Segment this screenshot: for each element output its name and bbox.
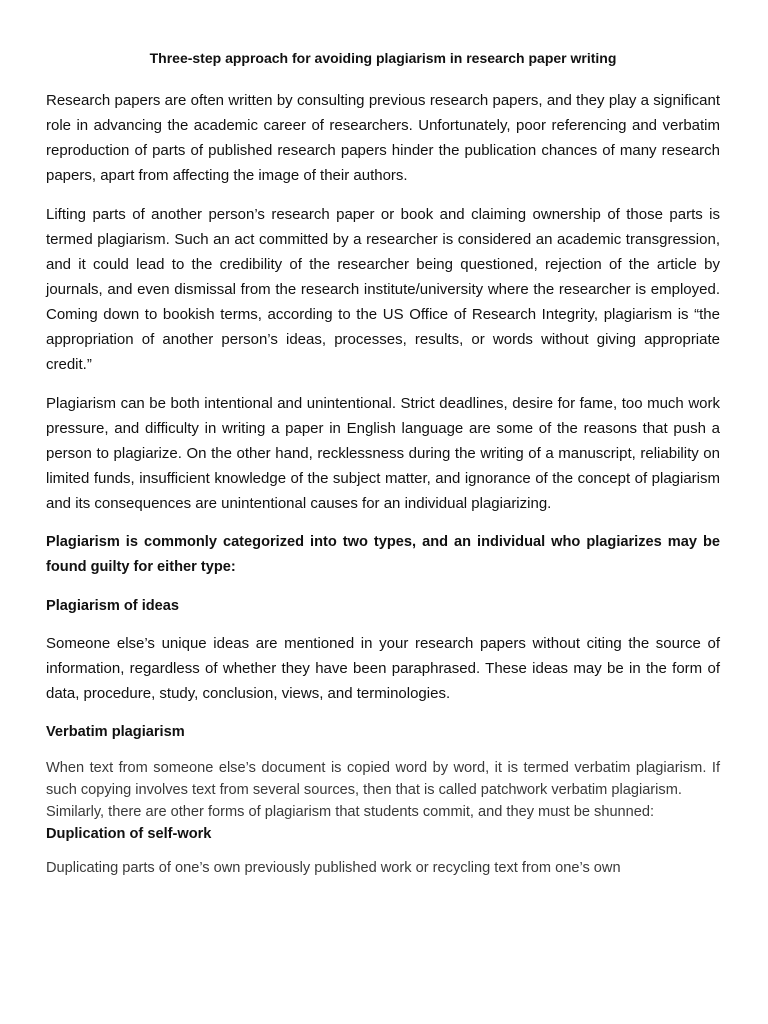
paragraph-verbatim: When text from someone else’s document is copied word by word, it is termed verbatim plagiarism. If such copying involves text from several sources, then that is called patchwork verbatim plagiarism. <box>46 760 720 798</box>
paragraph-causes: Plagiarism can be both intentional and unintentional. Strict deadlines, desire for fame, too much work pressure, and difficulty in writing a paper in English language are some of the reasons that push a person to plagiarize. On the other hand, recklessness during the writing of a manuscript, reliability on limited funds, insufficient knowledge of the subject matter, and ignorance of the concept of plagiarism and its consequences are unintentional causes for an individual plagiarizing. <box>46 395 720 512</box>
heading-verbatim-plagiarism: Verbatim plagiarism <box>46 724 185 740</box>
heading-plagiarism-of-ideas: Plagiarism of ideas <box>46 598 180 614</box>
paragraph-ideas: Someone else’s unique ideas are mentioned in your research papers without citing the source of information, regardless of whether they have been paraphrased. These ideas may be in the form of data, procedure, study, conclusion, views, and terminologies. <box>46 635 720 702</box>
paragraph-similarly: Similarly, there are other forms of plagiarism that students commit, and they must be shunned: <box>46 804 655 820</box>
document-title: Three-step approach for avoiding plagiarism in research paper writing <box>149 50 617 66</box>
paragraph-definition: Lifting parts of another person’s research paper or book and claiming ownership of those parts is termed plagiarism. Such an act committed by a researcher is considered an academic transgression, and it could lead to the credibility of the researcher being questioned, rejection of the article by journals, and even dismissal from the research institute/university where the researcher is employed. Coming down to bookish terms, according to the US Office of Research Integrity, plagiarism is “the appropriation of another person’s ideas, processes, results, or words without giving appropriate credit.” <box>46 206 720 373</box>
paragraph-intro: Research papers are often written by consulting previous research papers, and they play a significant role in advancing the academic career of researchers. Unfortunately, poor referencing and verbatim reproduction of parts of published research papers hinder the publication chances of many research papers, apart from affecting the image of their authors. <box>46 92 720 184</box>
heading-duplication-self-work: Duplication of self-work <box>46 826 212 842</box>
paragraph-duplication: Duplicating parts of one’s own previously published work or recycling text from one’s own <box>46 860 621 876</box>
paragraph-types-intro: Plagiarism is commonly categorized into two types, and an individual who plagiarizes may be found guilty for either type: <box>46 534 720 575</box>
